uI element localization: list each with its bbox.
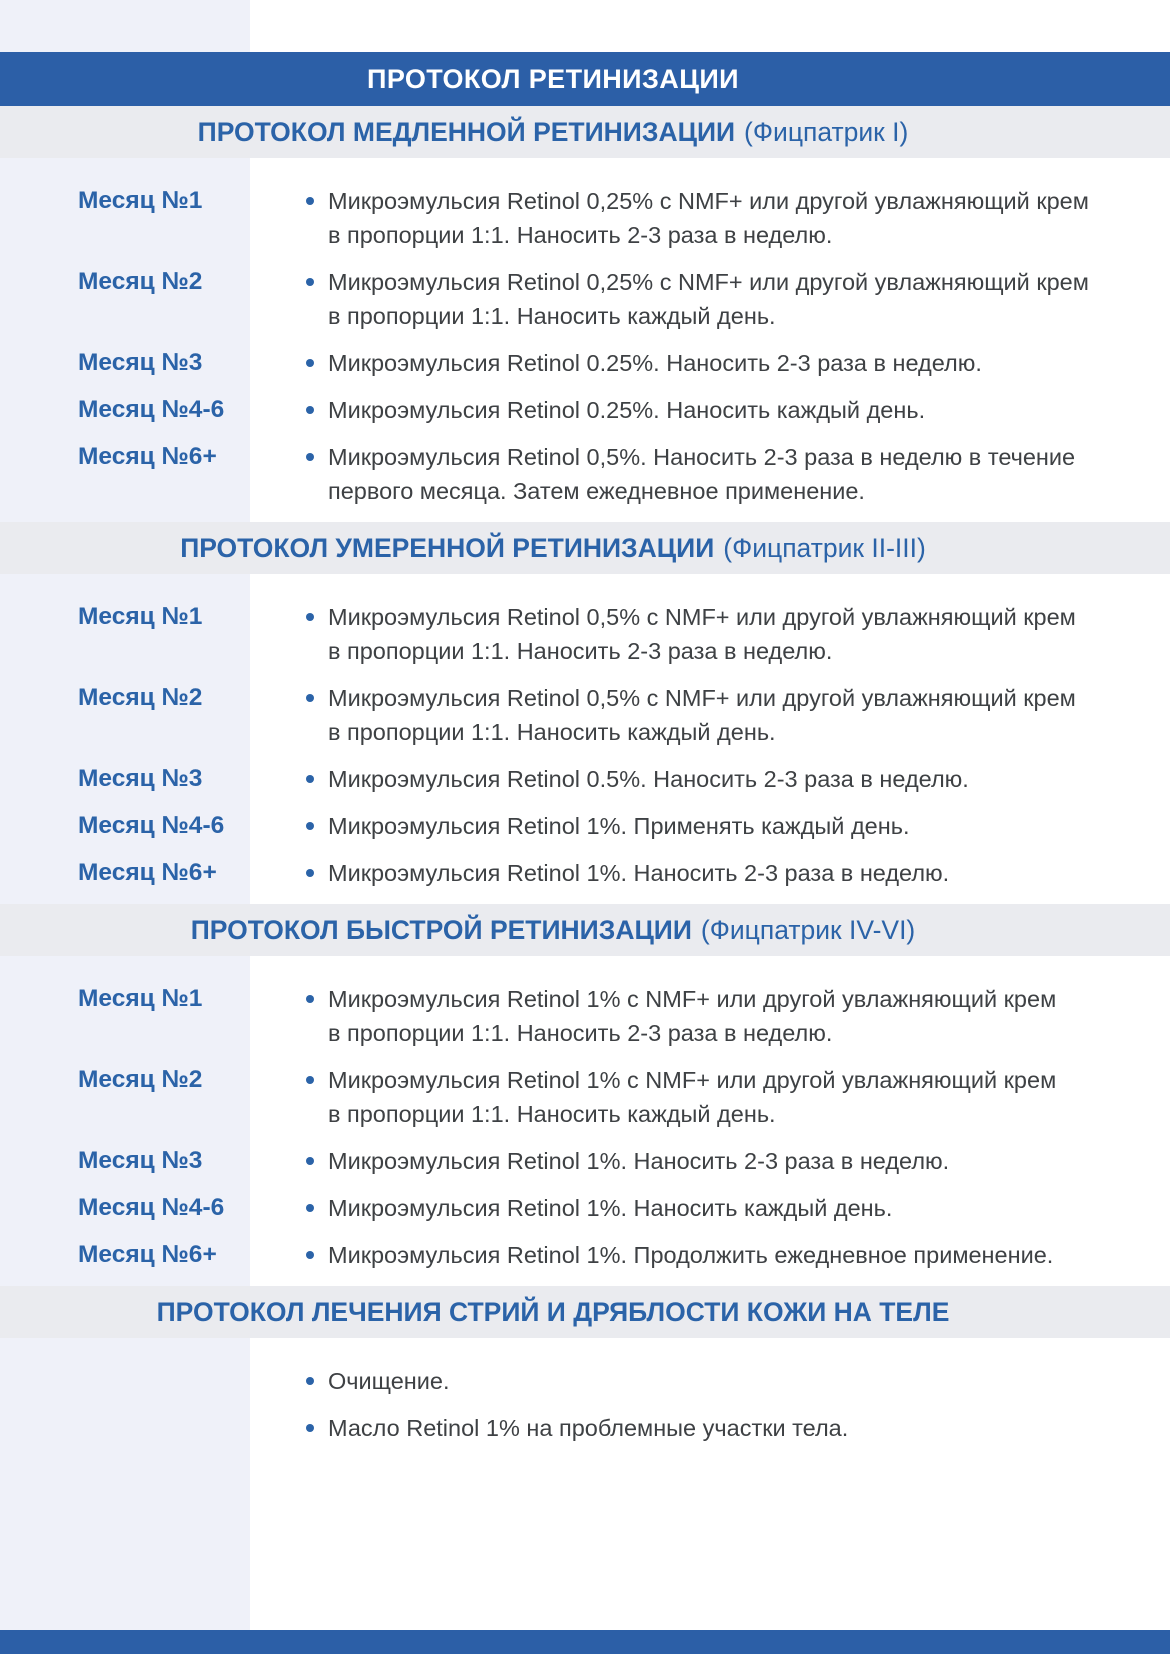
month-label: Месяц №1	[78, 187, 203, 214]
section-heading-note: (Фицпатрик IV-VI)	[700, 914, 916, 945]
row-body	[250, 856, 949, 890]
protocol-section	[0, 1286, 1170, 1459]
row-text: Микроэмульсия Retinol 1% с NMF+ или другой увлажняющий крем в пропорции 1:1. Наносить каждый день.	[328, 1067, 1057, 1127]
protocol-section	[0, 522, 1170, 904]
row-text: Микроэмульсия Retinol 1%. Наносить 2-3 раза в неделю.	[328, 860, 950, 886]
section-heading	[191, 915, 916, 946]
bullet-icon	[306, 1251, 314, 1259]
month-label: Месяц №6+	[78, 1241, 217, 1268]
bullet-icon	[306, 1377, 314, 1385]
bullet-icon	[306, 822, 314, 830]
row-text: Микроэмульсия Retinol 0,5% с NMF+ или другой увлажняющий крем в пропорции 1:1. Наносить 2-3 раза в неделю.	[328, 604, 1076, 664]
section-band	[0, 1286, 1170, 1338]
section-heading-note: (Фицпатрик I)	[744, 116, 909, 147]
month-label: Месяц №6+	[78, 443, 217, 470]
row-text: Микроэмульсия Retinol 0.25%. Наносить 2-3 раза в неделю.	[328, 350, 982, 376]
protocol-row	[0, 265, 1170, 333]
bullet-icon	[306, 869, 314, 877]
row-body	[250, 1411, 848, 1445]
month-label: Месяц №3	[78, 349, 203, 376]
row-body	[250, 1238, 1053, 1272]
row-text: Микроэмульсия Retinol 1%. Продолжить ежедневное применение.	[328, 1242, 1054, 1268]
row-body	[250, 1063, 1056, 1131]
protocol-row	[0, 856, 1170, 890]
month-label: Месяц №1	[78, 603, 203, 630]
section-heading-note: (Фицпатрик II-III)	[723, 532, 926, 563]
bullet-icon	[306, 694, 314, 702]
section-heading-text: ПРОТОКОЛ МЕДЛЕННОЙ РЕТИНИЗАЦИИ	[197, 116, 736, 147]
bullet-icon	[306, 1424, 314, 1432]
month-label: Месяц №4-6	[78, 812, 225, 839]
protocol-row	[0, 1411, 1170, 1445]
row-body	[250, 809, 910, 843]
protocol-section	[0, 904, 1170, 1286]
row-body	[250, 600, 1076, 668]
top-margin	[0, 0, 1170, 52]
bullet-icon	[306, 197, 314, 205]
row-text: Микроэмульсия Retinol 1%. Наносить каждый день.	[328, 1195, 893, 1221]
row-text: Микроэмульсия Retinol 0.5%. Наносить 2-3 раза в неделю.	[328, 766, 969, 792]
protocol-row	[0, 1191, 1170, 1225]
row-body	[250, 762, 969, 796]
row-text: Микроэмульсия Retinol 0,25% с NMF+ или другой увлажняющий крем в пропорции 1:1. Наносить каждый день.	[328, 269, 1089, 329]
month-label: Месяц №4-6	[78, 1194, 225, 1221]
row-text: Микроэмульсия Retinol 0,25% с NMF+ или другой увлажняющий крем в пропорции 1:1. Наносить 2-3 раза в неделю.	[328, 188, 1089, 248]
section-band	[0, 904, 1170, 956]
protocol-row	[0, 440, 1170, 508]
row-body	[250, 1144, 949, 1178]
row-text: Микроэмульсия Retinol 1% с NMF+ или другой увлажняющий крем в пропорции 1:1. Наносить 2-3 раза в неделю.	[328, 986, 1057, 1046]
section-heading-text: ПРОТОКОЛ УМЕРЕННОЙ РЕТИНИЗАЦИИ	[180, 532, 715, 563]
row-text: Микроэмульсия Retinol 0,5% с NMF+ или другой увлажняющий крем в пропорции 1:1. Наносить каждый день.	[328, 685, 1076, 745]
section-band	[0, 106, 1170, 158]
bullet-icon	[306, 775, 314, 783]
protocol-row	[0, 1364, 1170, 1398]
bullet-icon	[306, 359, 314, 367]
row-body	[250, 184, 1089, 252]
protocol-row	[0, 393, 1170, 427]
row-body	[250, 265, 1089, 333]
protocol-row	[0, 600, 1170, 668]
row-body	[250, 1364, 450, 1398]
row-text: Масло Retinol 1% на проблемные участки тела.	[328, 1415, 849, 1441]
sections	[0, 106, 1170, 1459]
bullet-icon	[306, 1204, 314, 1212]
footer-bar	[0, 1630, 1170, 1654]
bullet-icon	[306, 995, 314, 1003]
month-label: Месяц №1	[78, 985, 203, 1012]
row-body	[250, 440, 1075, 508]
bullet-icon	[306, 1076, 314, 1084]
bullet-icon	[306, 1157, 314, 1165]
section-heading	[198, 117, 909, 148]
month-label: Месяц №2	[78, 268, 203, 295]
document-title: ПРОТОКОЛ РЕТИНИЗАЦИИ	[367, 63, 739, 94]
protocol-row	[0, 184, 1170, 252]
bottom-spacer	[0, 1459, 1170, 1630]
section-heading-text: ПРОТОКОЛ БЫСТРОЙ РЕТИНИЗАЦИИ	[190, 914, 692, 945]
protocol-row	[0, 809, 1170, 843]
row-body	[250, 681, 1076, 749]
row-body	[250, 1191, 892, 1225]
row-text: Микроэмульсия Retinol 1%. Применять каждый день.	[328, 813, 910, 839]
row-body	[250, 982, 1056, 1050]
month-label: Месяц №6+	[78, 859, 217, 886]
protocol-row	[0, 1063, 1170, 1131]
section-heading-text: ПРОТОКОЛ ЛЕЧЕНИЯ СТРИЙ И ДРЯБЛОСТИ КОЖИ НА ТЕЛЕ	[156, 1296, 950, 1327]
bullet-icon	[306, 406, 314, 414]
month-label: Месяц №2	[78, 1066, 203, 1093]
row-text: Микроэмульсия Retinol 1%. Наносить 2-3 раза в неделю.	[328, 1148, 950, 1174]
bullet-icon	[306, 278, 314, 286]
row-body	[250, 393, 925, 427]
section-rows	[0, 1338, 1170, 1459]
section-rows	[0, 158, 1170, 522]
section-band	[0, 522, 1170, 574]
bullet-icon	[306, 613, 314, 621]
protocol-row	[0, 982, 1170, 1050]
row-text: Микроэмульсия Retinol 0,5%. Наносить 2-3 раза в неделю в течение первого месяца. Затем ежедневное применение.	[328, 444, 1076, 504]
section-heading	[180, 533, 926, 564]
document-title-bar	[0, 52, 1170, 106]
section-heading	[157, 1297, 950, 1328]
month-label: Месяц №4-6	[78, 396, 225, 423]
month-label: Месяц №2	[78, 684, 203, 711]
month-label: Месяц №3	[78, 765, 203, 792]
row-body	[250, 346, 982, 380]
protocol-row	[0, 681, 1170, 749]
protocol-row	[0, 1144, 1170, 1178]
month-label: Месяц №3	[78, 1147, 203, 1174]
protocol-row	[0, 762, 1170, 796]
section-rows	[0, 956, 1170, 1286]
protocol-section	[0, 106, 1170, 522]
protocol-row	[0, 346, 1170, 380]
row-text: Очищение.	[328, 1368, 450, 1394]
section-rows	[0, 574, 1170, 904]
bullet-icon	[306, 453, 314, 461]
protocol-row	[0, 1238, 1170, 1272]
row-text: Микроэмульсия Retinol 0.25%. Наносить каждый день.	[328, 397, 926, 423]
